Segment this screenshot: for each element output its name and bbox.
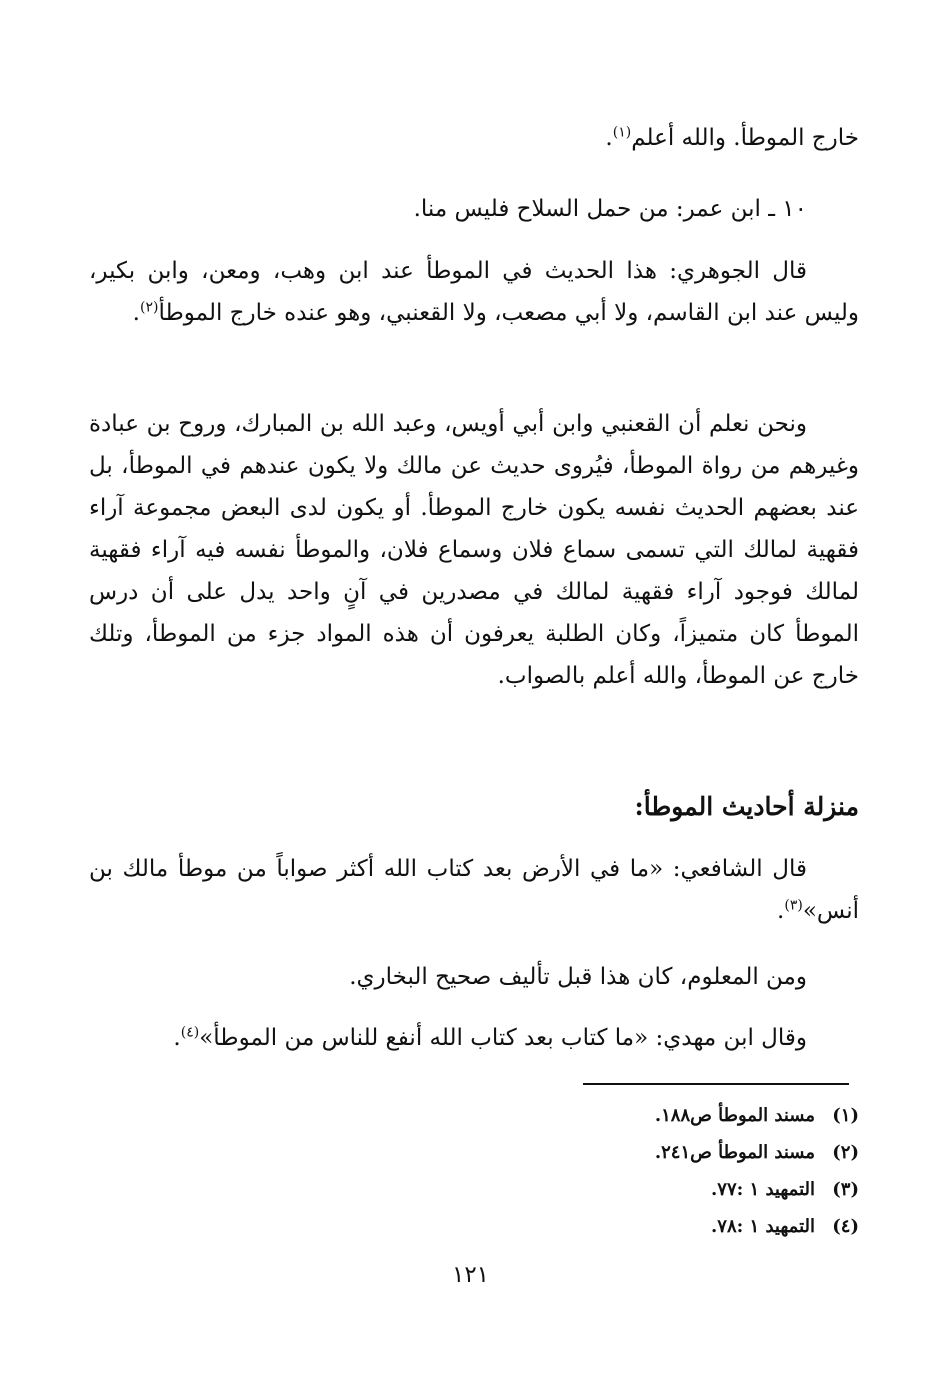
paragraph-discussion: ونحن نعلم أن القعنبي وابن أبي أويس، وعبد الله بن المبارك، وروح بن عبادة وغيرهم من رواة الموطأ، فيُروى حديث عن مالك ولا يكون عندهم في الموطأ، بل عند بعضهم الحديث نفسه يكون خارج الموطأ. أو يكون لدى البعض مجموعة آراء فقهية لمالك التي تسمى سماع فلان وسماع فلان، والموطأ نفسه فيه آراء فقهية لمالك فوجود آراء فقهية لمالك في مصدرين في آنٍ واحد يدل على أن درس الموطأ كان متميزاً، وكان الطلبة يعرفون أن هذه المواد جزء من الموطأ، وتلك خارج عن الموطأ، والله أعلم بالصواب. [89,411,859,689]
footnote-number: (٢) [832,1142,859,1163]
hadith-item-10: ١٠ ـ ابن عمر: من حمل السلاح فليس منا. [413,196,807,222]
footnote-2 [359,1134,859,1171]
footnote-number: (١) [832,1105,859,1126]
section-heading: منزلة أحاديث الموطأ: [634,792,859,821]
footnote-1 [359,1097,859,1134]
footnote-text: مسند الموطأ ص٢٤١. [654,1142,815,1163]
footnote-4 [359,1208,859,1245]
paragraph-mahdi: وقال ابن مهدي: «ما كتاب بعد كتاب الله أنفع للناس من الموطأ»$^{(٤)}$. [173,1024,807,1051]
footnote-divider [583,1083,849,1085]
paragraph-bukhari: ومن المعلوم، كان هذا قبل تأليف صحيح البخاري. [349,964,807,990]
footnote-ref-4: (٤) [180,1024,200,1041]
paragraph-jawhari: قال الجوهري: هذا الحديث في الموطأ عند ابن وهب، ومعن، وابن بكير، وليس عند ابن القاسم، ولا أبي مصعب، ولا القعنبي، وهو عنده خارج الموطأ$^{(٢)}$. [89,258,859,326]
footnote-number: (٤) [832,1216,859,1237]
paragraph-shafii: قال الشافعي: «ما في الأرض بعد كتاب الله أكثر صواباً من موطأ مالك بن أنس»$^{(٣)}$. [89,856,859,924]
footnote-text: التمهيد ١ :٧٨. [711,1216,815,1237]
footnote-ref-2: (٢) [139,299,159,316]
footnote-ref-3: (٣) [784,897,803,914]
paragraph-continuation: خارج الموطأ. والله أعلم$^{(١)}$. [605,124,859,151]
footnote-ref-1: (١) [612,124,632,141]
footnote-number: (٣) [832,1179,859,1200]
footnotes-list [359,1097,859,1245]
page-number: ١٢١ [451,1262,490,1288]
footnote-3 [359,1171,859,1208]
footnote-text: مسند الموطأ ص١٨٨. [654,1105,815,1126]
footnote-text: التمهيد ١ :٧٧. [711,1179,815,1200]
